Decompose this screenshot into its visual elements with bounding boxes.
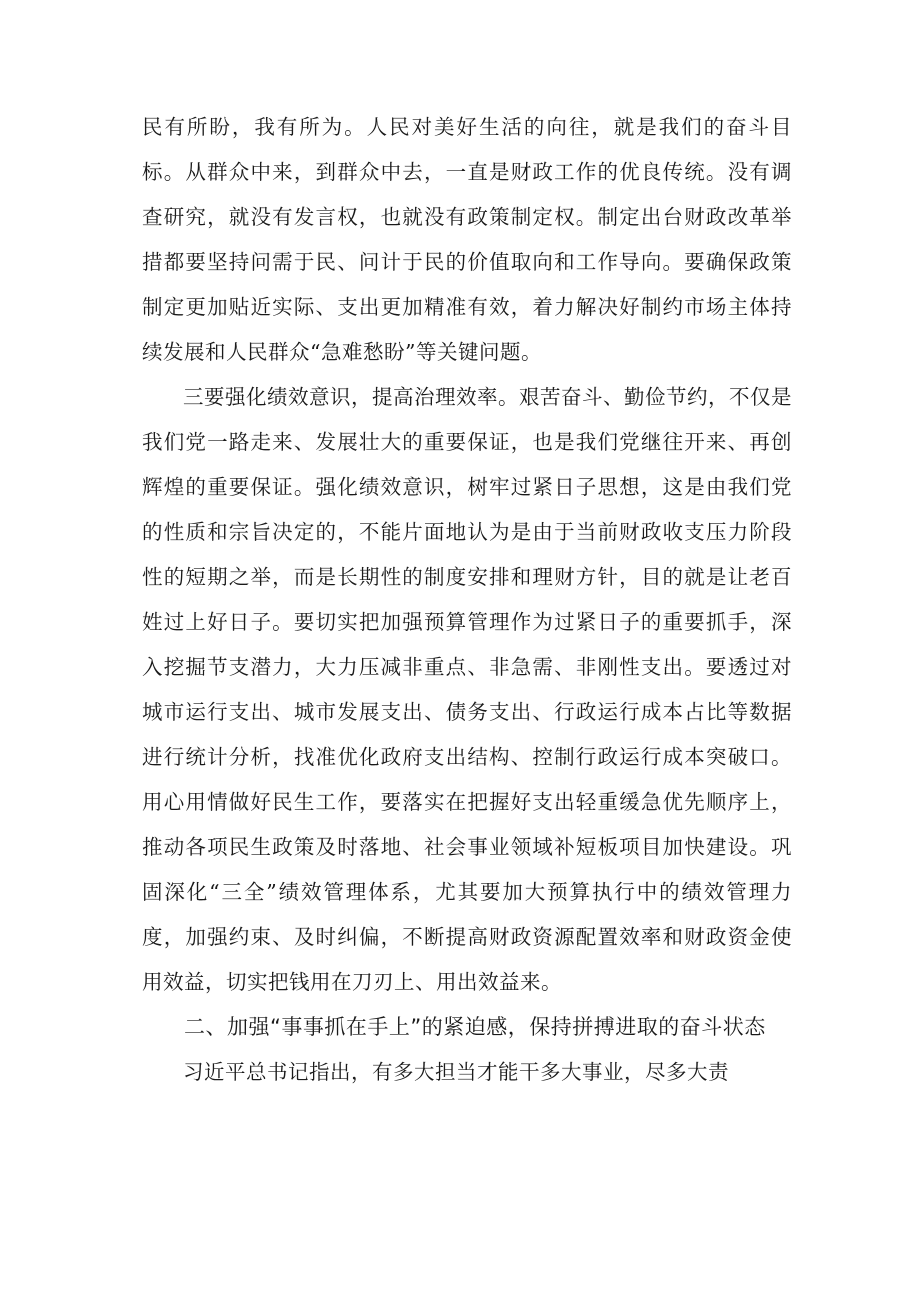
paragraph-quote-start: 习近平总书记指出，有多大担当才能干多大事业，尽多大责 xyxy=(183,1060,729,1084)
section-heading: 二、加强“事事抓在手上”的紧迫感，保持拼搏进取的奋斗状态 xyxy=(184,1015,766,1039)
document-page xyxy=(142,105,792,1095)
paragraph-continuation: 民有所盼，我有所为。人民对美好生活的向往，就是我们的奋斗目标。从群众中来，到群众中去，一直是财政工作的优良传统。没有调查研究，就没有发言权，也就没有政策制定权。制定出台财政改革举措都要坚持问需于民、问计于民的价值取向和工作导向。要确保政策制定更加贴近实际、支出更加精准有效，着力解决好制约市场主体持续发展和人民群众“急难愁盼”等关键问题。 xyxy=(142,115,792,364)
paragraph-performance-awareness: 三要强化绩效意识，提高治理效率。艰苦奋斗、勤俭节约，不仅是我们党一路走来、发展壮大的重要保证，也是我们党继往开来、再创辉煌的重要保证。强化绩效意识，树牢过紧日子思想，这是由我们党的性质和宗旨决定的，不能片面地认为是由于当前财政收支压力阶段性的短期之举，而是长期性的制度安排和理财方针，目的就是让老百姓过上好日子。要切实把加强预算管理作为过紧日子的重要抓手，深入挖掘节支潜力，大力压减非重点、非急需、非刚性支出。要透过对城市运行支出、城市发展支出、债务支出、行政运行成本占比等数据进行统计分析，找准优化政府支出结构、控制行政运行成本突破口。用心用情做好民生工作，要落实在把握好支出轻重缓急优先顺序上，推动各项民生政策及时落地、社会事业领域补短板项目加快建设。巩固深化“三全”绩效管理体系，尤其要加大预算执行中的绩效管理力度，加强约束、及时纠偏，不断提高财政资源配置效率和财政资金使用效益，切实把钱用在刀刃上、用出效益来。 xyxy=(142,385,792,994)
